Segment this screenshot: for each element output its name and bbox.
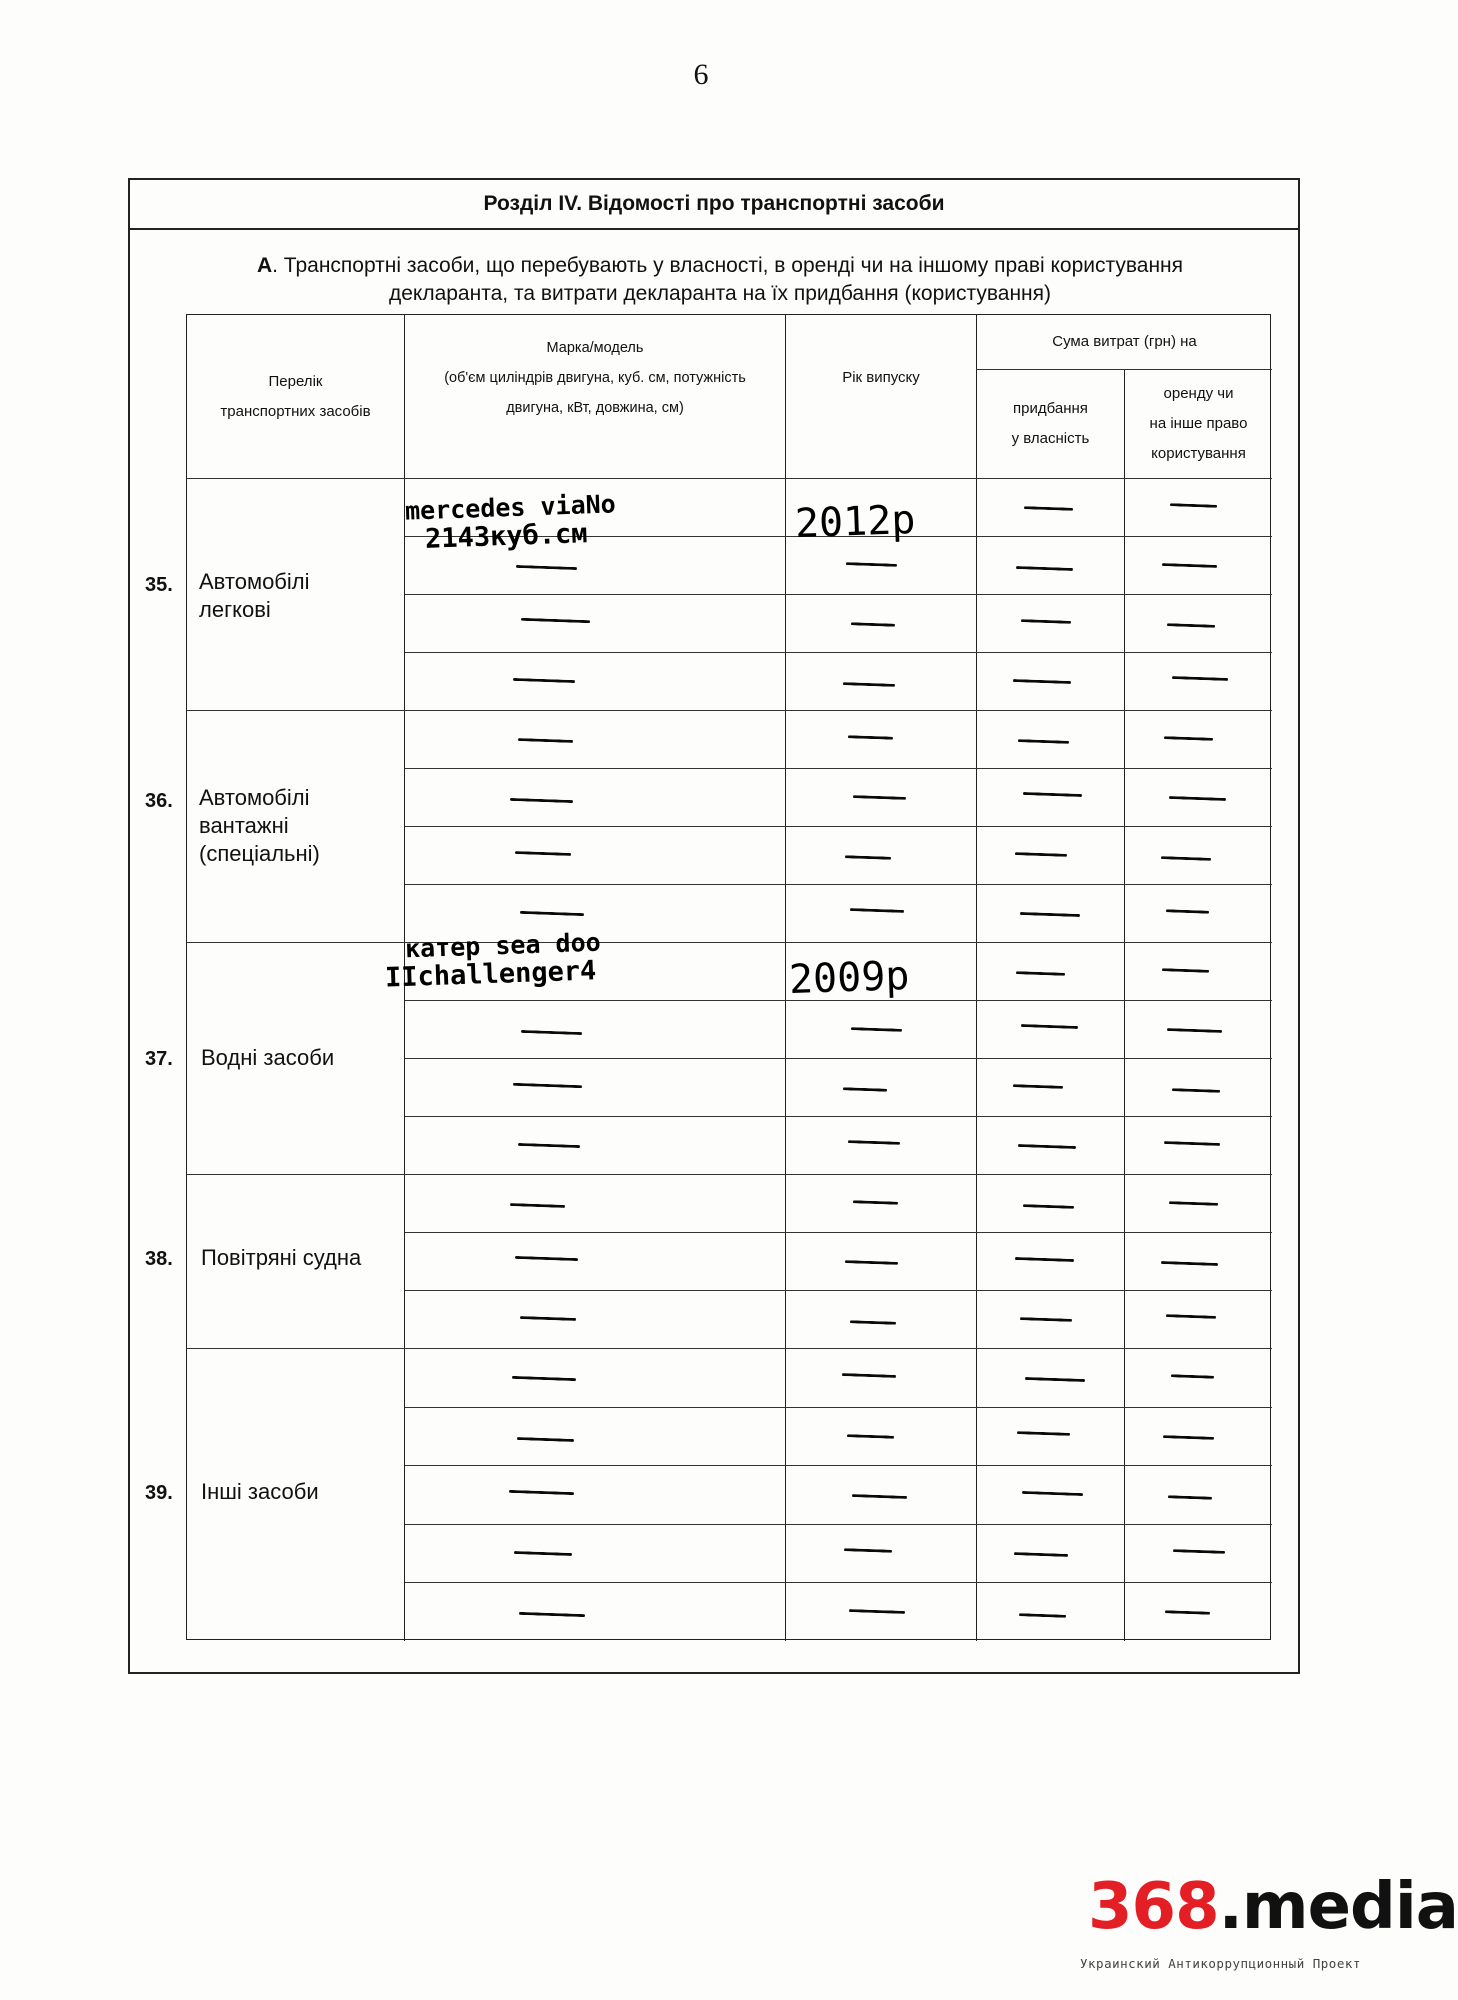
empty-dash-mark xyxy=(1018,739,1069,744)
section-title: Розділ IV. Відомості про транспортні засоби xyxy=(130,180,1298,230)
empty-dash-mark xyxy=(1024,506,1073,511)
empty-dash-mark xyxy=(852,1494,907,1499)
empty-dash-mark xyxy=(1171,1374,1214,1378)
empty-dash-mark xyxy=(850,1320,896,1325)
vehicles-table xyxy=(145,314,1271,1640)
empty-dash-mark xyxy=(843,1087,887,1092)
car-year: 2012р xyxy=(794,496,917,548)
header-year: Рік випуску xyxy=(842,368,920,386)
car-model-line1: mercedes viaNo xyxy=(404,489,617,526)
empty-dash-mark xyxy=(1172,1088,1220,1093)
empty-dash-mark xyxy=(1161,1261,1218,1266)
empty-dash-mark xyxy=(1162,968,1209,973)
header-rent-line1: оренду чи xyxy=(1163,385,1234,402)
empty-dash-mark xyxy=(513,1083,582,1088)
category-35-label-line1: Автомобілі xyxy=(199,569,310,594)
empty-dash-mark xyxy=(1015,852,1067,857)
empty-dash-mark xyxy=(848,1140,900,1145)
empty-dash-mark xyxy=(1020,912,1080,917)
empty-dash-mark xyxy=(521,618,590,623)
category-35-label-line2: легкові xyxy=(199,597,271,622)
empty-dash-mark xyxy=(1018,1144,1076,1149)
empty-dash-mark xyxy=(1168,1496,1212,1501)
empty-dash-mark xyxy=(853,1200,898,1205)
header-make-model-line1: Марка/модель xyxy=(546,339,644,356)
category-36-label-line1: Автомобілі xyxy=(199,785,310,810)
boat-year: 2009р xyxy=(788,952,911,1004)
category-39 xyxy=(145,1348,404,1641)
empty-dash-mark xyxy=(1172,676,1228,681)
empty-dash-mark xyxy=(1166,909,1209,913)
empty-dash-mark xyxy=(513,678,575,683)
empty-dash-mark xyxy=(853,795,906,800)
empty-dash-mark xyxy=(851,622,895,627)
empty-dash-mark xyxy=(1166,1314,1216,1319)
category-39-number: 39. xyxy=(145,1482,173,1504)
empty-dash-mark xyxy=(521,1030,582,1035)
empty-dash-mark xyxy=(1013,1084,1063,1089)
empty-dash-mark xyxy=(518,738,573,743)
empty-dash-mark xyxy=(510,798,573,803)
empty-dash-mark xyxy=(1164,736,1213,741)
empty-dash-mark xyxy=(850,908,904,913)
logo-digits: 368 xyxy=(1088,1870,1219,1944)
header-purchase xyxy=(977,370,1124,478)
boat-model-line1: катер sea doo xyxy=(404,927,602,964)
empty-dash-mark xyxy=(518,1143,580,1148)
header-make-model xyxy=(405,315,785,440)
empty-dash-mark xyxy=(846,562,897,567)
category-38-number: 38. xyxy=(145,1248,173,1270)
header-vehicle-list-line2: транспортних засобів xyxy=(220,402,371,420)
empty-dash-mark xyxy=(1170,503,1217,508)
empty-dash-mark xyxy=(1173,1549,1225,1554)
empty-dash-mark xyxy=(849,1609,905,1614)
empty-dash-mark xyxy=(1169,796,1226,801)
empty-dash-mark xyxy=(1020,1317,1072,1322)
empty-dash-mark xyxy=(1016,971,1065,976)
empty-dash-mark xyxy=(1021,1024,1078,1029)
empty-dash-mark xyxy=(1163,1435,1214,1440)
empty-dash-mark xyxy=(847,1434,894,1439)
watermark-logo xyxy=(1080,1870,1458,1990)
empty-dash-mark xyxy=(1025,1377,1085,1382)
empty-dash-mark xyxy=(1017,1431,1070,1436)
header-purchase-line2: у власність xyxy=(1011,430,1090,447)
logo-tagline: Украинский Антикоррупционный Проект xyxy=(1080,1956,1361,1971)
category-35-number: 35. xyxy=(145,574,173,596)
empty-dash-mark xyxy=(515,1256,578,1261)
empty-dash-mark xyxy=(1167,623,1215,628)
header-rent-line3: користування xyxy=(1151,445,1246,462)
empty-dash-mark xyxy=(519,1611,585,1616)
empty-dash-mark xyxy=(515,851,571,856)
empty-dash-mark xyxy=(1167,1028,1222,1033)
category-37-number: 37. xyxy=(145,1048,173,1070)
empty-dash-mark xyxy=(510,1203,565,1208)
empty-dash-mark xyxy=(851,1027,902,1032)
empty-dash-mark xyxy=(844,1548,892,1553)
category-36 xyxy=(145,710,404,942)
boat-model-line2: IIchallenger4 xyxy=(384,955,597,994)
header-rent-line2: на інше право xyxy=(1149,415,1248,432)
logo-text: .media xyxy=(1218,1870,1458,1944)
empty-dash-mark xyxy=(1015,1257,1074,1262)
page-number: 6 xyxy=(693,58,709,91)
header-expenses-group: Сума витрат (грн) на xyxy=(1052,333,1197,350)
category-39-label: Інші засоби xyxy=(201,1479,319,1504)
empty-dash-mark xyxy=(509,1490,574,1495)
category-37-label: Водні засоби xyxy=(201,1045,335,1070)
empty-dash-mark xyxy=(1164,1141,1220,1146)
subsection-text-line2: декларанта, та витрати декларанта на їх придбання (користування) xyxy=(388,282,1052,305)
category-36-number: 36. xyxy=(145,790,173,812)
logo-brand xyxy=(1088,1870,1458,1944)
header-purchase-line1: придбання xyxy=(1013,400,1088,417)
header-vehicle-list xyxy=(187,315,404,478)
category-36-label-line2: вантажні xyxy=(199,813,289,838)
header-vehicle-list-line1: Перелік xyxy=(268,372,323,390)
empty-dash-mark xyxy=(848,735,893,740)
category-37 xyxy=(145,942,404,1174)
empty-dash-mark xyxy=(1169,1201,1218,1206)
empty-dash-mark xyxy=(1022,1491,1083,1496)
empty-dash-mark xyxy=(845,855,891,860)
empty-dash-mark xyxy=(1021,619,1071,624)
empty-dash-mark xyxy=(517,1437,574,1442)
empty-dash-mark xyxy=(520,1316,576,1321)
category-35 xyxy=(145,478,404,710)
empty-dash-mark xyxy=(1165,1610,1210,1615)
empty-dash-mark xyxy=(1161,856,1211,861)
header-make-model-line2: (об'єм циліндрів двигуна, куб. см, потужність xyxy=(444,369,746,386)
subsection-letter: А xyxy=(256,254,273,277)
empty-dash-mark xyxy=(843,682,895,687)
empty-dash-mark xyxy=(842,1373,896,1378)
empty-dash-mark xyxy=(1019,1613,1066,1618)
category-38-label: Повітряні судна xyxy=(201,1245,362,1270)
empty-dash-mark xyxy=(514,1551,572,1556)
empty-dash-mark xyxy=(1013,679,1071,684)
empty-dash-mark xyxy=(1016,566,1073,571)
empty-dash-mark xyxy=(520,911,584,916)
subsection-text-line1: . Транспортні засоби, що перебувають у власності, в оренді чи на іншому праві користування xyxy=(272,254,1184,277)
empty-dash-mark xyxy=(845,1260,898,1265)
header-make-model-line3: двигуна, кВт, довжина, см) xyxy=(506,399,684,416)
subsection-title xyxy=(170,252,1270,308)
empty-dash-mark xyxy=(1023,1204,1074,1209)
empty-dash-mark xyxy=(512,1376,576,1381)
empty-dash-mark xyxy=(1162,563,1217,568)
empty-dash-mark xyxy=(516,565,577,570)
header-rent xyxy=(1125,370,1272,478)
empty-dash-mark xyxy=(1023,792,1082,797)
category-38 xyxy=(145,1174,404,1348)
category-36-label-line3: (спеціальні) xyxy=(199,841,320,866)
car-model-line2: 2143куб.см xyxy=(424,518,589,555)
empty-dash-mark xyxy=(1014,1552,1068,1557)
